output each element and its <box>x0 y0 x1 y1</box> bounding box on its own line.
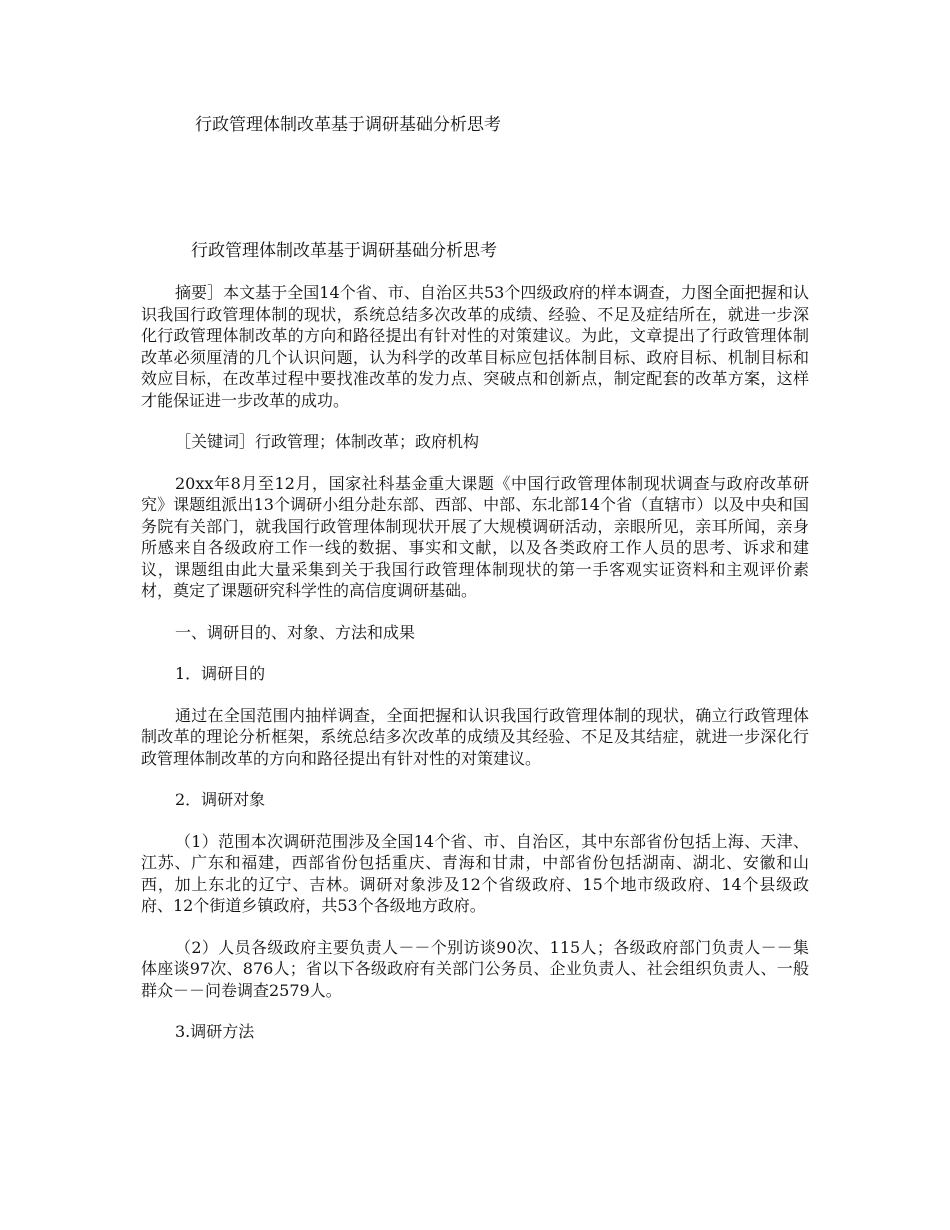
scope-paragraph: （1）范围本次调研范围涉及全国14个省、市、自治区，其中东部省份包括上海、天津、江苏、广东和福建，西部省份包括重庆、青海和甘肃，中部省份包括湖南、湖北、安徽和山西，加上东北的辽宁、吉林。调研对象涉及12个省级政府、15个地市级政府、14个县级政府、12个街道乡镇政府，共53个各级地方政府。 <box>141 831 809 915</box>
subsection-heading-purpose: 1．调研目的 <box>175 664 266 683</box>
personnel-paragraph: （2）人员各级政府主要负责人－－个别访谈90次、115人；各级政府部门负责人－－集体座谈97次、876人；省以下各级政府有关部门公务员、企业负责人、社会组织负责人、一般群众－－问卷调查2579人。 <box>141 937 809 1000</box>
document-title: 行政管理体制改革基于调研基础分析思考 <box>195 115 501 135</box>
subsection-heading-subjects: 2．调研对象 <box>175 790 266 809</box>
abstract-paragraph: 摘要］本文基于全国14个省、市、自治区共53个四级政府的样本调查，力图全面把握和认识我国行政管理体制的现状，系统总结多次改革的成绩、经验、不足及症结所在，就进一步深化行政管理体制改革的方向和路径提出有针对性的对策建议。为此，文章提出了行政管理体制改革必须厘清的几个认识问题，认为科学的改革目标应包括体制目标、政府目标、机制目标和效应目标，在改革过程中要找准改革的发力点、突破点和创新点，制定配套的改革方案，这样才能保证进一步改革的成功。 <box>141 283 809 410</box>
document-body <box>141 240 809 1063</box>
subsection-heading-methods: 3.调研方法 <box>175 1022 255 1041</box>
intro-paragraph: 20xx年8月至12月，国家社科基金重大课题《中国行政管理体制现状调查与政府改革研究》课题组派出13个调研小组分赴东部、西部、中部、东北部14个省（直辖市）以及中央和国务院有关部门，就我国行政管理体制现状开展了大规模调研活动，亲眼所见，亲耳所闻，亲身所感来自各级政府工作一线的数据、事实和文献，以及各类政府工作人员的思考、诉求和建议，课题组由此大量采集到关于我国行政管理体制现状的第一手客观实证资料和主观评价素材，奠定了课题研究科学性的高信度调研基础。 <box>141 473 809 600</box>
document-subtitle: 行政管理体制改革基于调研基础分析思考 <box>191 241 497 261</box>
section-heading-1: 一、调研目的、对象、方法和成果 <box>175 622 416 642</box>
purpose-paragraph: 通过在全国范围内抽样调查，全面把握和认识我国行政管理体制的现状，确立行政管理体制改革的理论分析框架，系统总结多次改革的成绩及其经验、不足及其结症，就进一步深化行政管理体制改革的方向和路径提出有针对性的对策建议。 <box>141 705 809 768</box>
keywords-paragraph: ［关键词］行政管理；体制改革；政府机构 <box>175 432 480 451</box>
